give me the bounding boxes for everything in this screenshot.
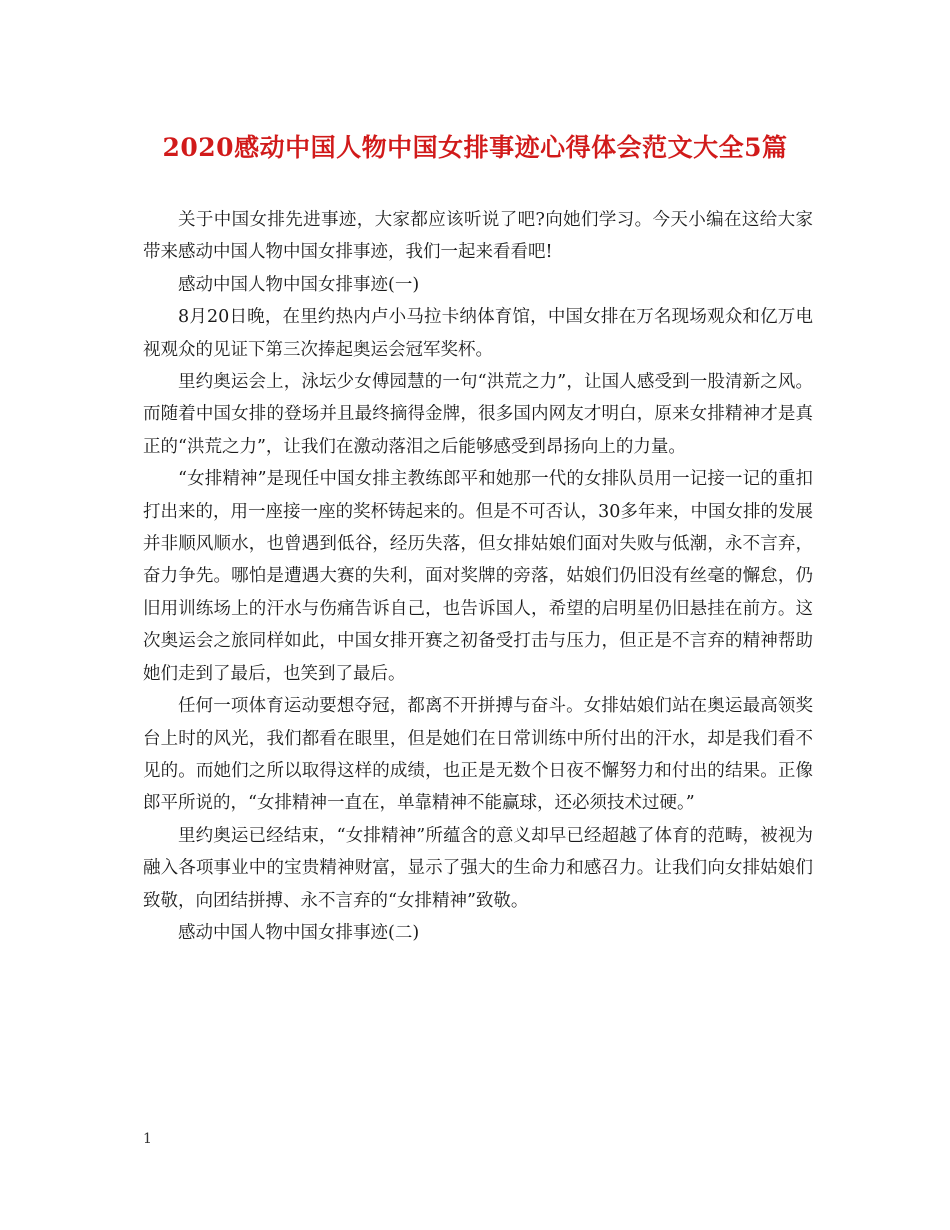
body-paragraph: 里约奥运已经结束，“女排精神”所蕴含的意义却早已经超越了体育的范畴，被视为融入各项事业中的宝贵精神财富，显示了强大的生命力和感召力。让我们向女排姑娘们致敬，向团结拼搏、永不言弃的“女排精神”致敬。 (143, 825, 813, 911)
section-heading-two: 感动中国人物中国女排事迹(二) (178, 922, 420, 943)
document-title: 2020感动中国人物中国女排事迹心得体会范文大全5篇 (162, 133, 788, 162)
body-paragraph: 任何一项体育运动要想夺冠，都离不开拼搏与奋斗。女排姑娘们站在奥运最高领奖台上时的风光，我们都看在眼里，但是她们在日常训练中所付出的汗水，却是我们看不见的。而她们之所以取得这样的成绩，也正是无数个日夜不懈努力和付出的结果。正像郎平所说的，“女排精神一直在，单靠精神不能赢球，还必须技术过硬。” (143, 696, 813, 814)
body-paragraph: 里约奥运会上，泳坛少女傅园慧的一句“洪荒之力”，让国人感受到一股清新之风。而随着中国女排的登场并且最终摘得金牌，很多国内网友才明白，原来女排精神才是真正的“洪荒之力”，让我们在激动落泪之后能够感受到昂扬向上的力量。 (143, 372, 813, 457)
intro-paragraph: 关于中国女排先进事迹，大家都应该听说了吧?向她们学习。今天小编在这给大家带来感动中国人物中国女排事迹，我们一起来看看吧! (143, 210, 813, 263)
body-paragraph: “女排精神”是现任中国女排主教练郎平和她那一代的女排队员用一记接一记的重扣打出来的，用一座接一座的奖杯铸起来的。但是不可否认，30多年来，中国女排的发展并非顺风顺水，也曾遇到低谷，经历失落，但女排姑娘们面对失败与低潮，永不言弃，奋力争先。哪怕是遭遇大赛的失利，面对奖牌的旁落，姑娘们仍旧没有丝毫的懈怠，仍旧用训练场上的汗水与伤痛告诉自己，也告诉国人，希望的启明星仍旧悬挂在前方。这次奥运会之旅同样如此，中国女排开赛之初备受打击与压力，但正是不言弃的精神帮助她们走到了最后，也笑到了最后。 (143, 469, 813, 684)
section-heading-one: 感动中国人物中国女排事迹(一) (178, 274, 420, 295)
body-paragraph: 8月20日晚，在里约热内卢小马拉卡纳体育馆，中国女排在万名现场观众和亿万电视观众的见证下第三次捧起奥运会冠军奖杯。 (143, 307, 813, 360)
document-body (143, 204, 813, 949)
page-number: 1 (143, 1131, 152, 1147)
